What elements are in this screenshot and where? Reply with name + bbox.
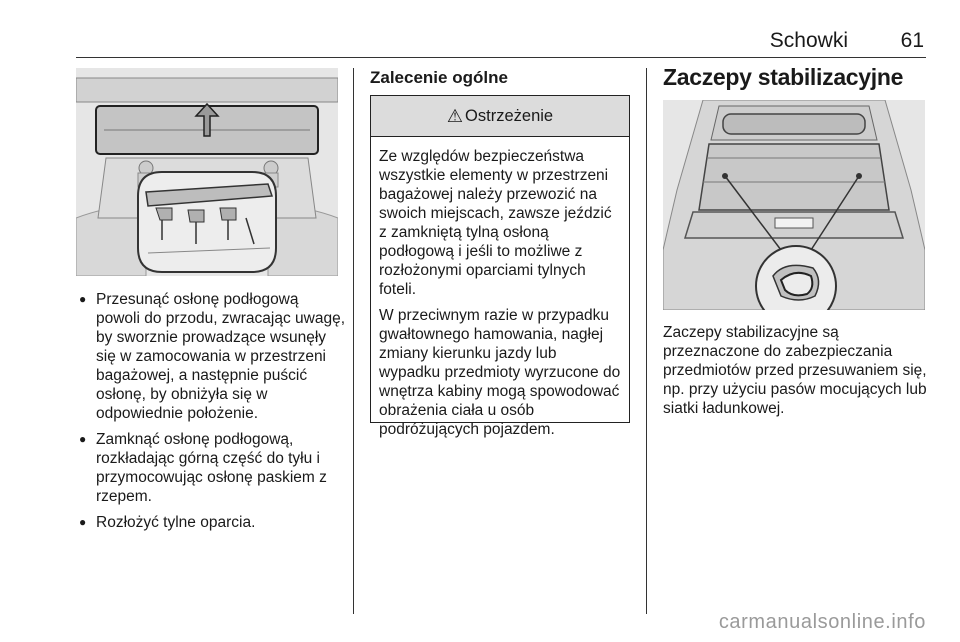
column-divider-right [646,68,647,614]
header-rule [76,57,926,58]
lashing-eyes-heading: Zaczepy stabilizacyjne [663,64,904,90]
warning-triangle-icon: ⚠ [446,105,464,126]
floor-cover-illustration [76,68,338,276]
watermark: carmanualsonline.info [718,611,926,633]
page-header [76,26,926,58]
general-advice-heading: Zalecenie ogólne [370,68,508,87]
warning-paragraph: Ze względów bezpieczeństwa wszystkie elementy w przestrzeni bagażowej należy przewozić na swoich miejscach, zawsze jeździć z zamkniętą tylną osłoną podłogową i jeśli to możliwe z rozłożonymi oparciami tylnych foteli. [379,148,612,298]
instruction-item: ● Zamknąć osłonę podłogową, rozkładając górną część do tyłu i przymocowując osłonę paskiem z rzepem. [76,430,346,506]
warning-header [371,96,629,137]
instruction-item: ● Przesunąć osłonę podłogową powoli do przodu, zwracając uwagę, by sworznie prowadzące wsunęły się w zamocowania w przestrzeni bagażowej, a następnie puścić osłonę, by obniżyła się w odpowiednie położenie. [76,290,346,423]
warning-body [371,137,629,439]
warning-paragraph: W przeciwnym razie w przypadku gwałtownego hamowania, nagłej zmiany kierunku jazdy lub wypadku przedmioty wyrzucone do wnętrza kabiny mogą spowodować obrażenia ciała u osób podróżujących pojazdem. [379,307,621,438]
section-title: Schowki [769,29,848,52]
warning-box [370,95,630,438]
instruction-item: ● Rozłożyć tylne oparcia. [76,513,346,532]
warning-title: Ostrzeżenie [465,106,554,125]
instruction-list [76,290,346,539]
lashing-eyes-description: Zaczepy stabilizacyjne są przeznaczone do zabezpieczania przedmiotów przed przesuwaniem się, np. przy użyciu pasów mocujących lub siatki ładunkowej. [663,324,927,417]
lashing-eyes-illustration [663,100,925,310]
page-number: 61 [900,29,924,52]
column-divider-left [353,68,354,614]
